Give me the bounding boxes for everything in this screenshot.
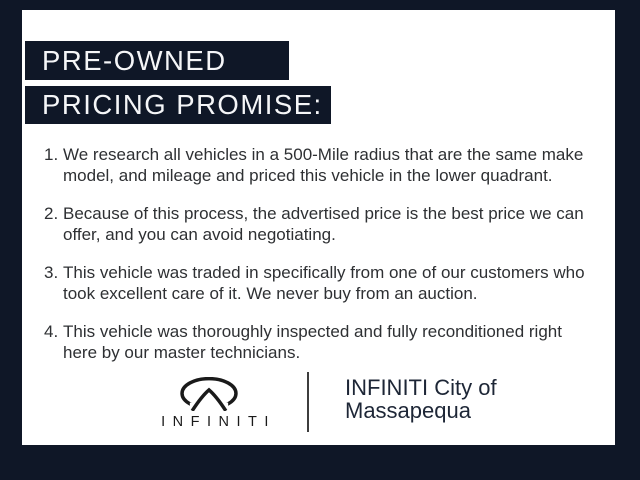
infiniti-wordmark: INFINITI <box>161 414 276 430</box>
header-title-line1: PRE-OWNED <box>42 44 227 76</box>
promise-list <box>44 144 619 380</box>
item-line: Because of this process, the advertised price is the best price we can <box>63 204 584 223</box>
item-text <box>63 203 584 245</box>
item-line: This vehicle was traded in specifically from one of our customers who <box>63 263 585 282</box>
item-line: here by our master technicians. <box>63 343 301 362</box>
item-text <box>63 262 585 304</box>
dealer-name-line2: Massapequa <box>345 398 471 423</box>
item-number: 2. <box>44 204 59 223</box>
item-number: 4. <box>44 322 59 341</box>
promise-item-4 <box>44 321 619 363</box>
item-text <box>63 144 583 186</box>
item-line: took excellent care of it. We never buy from an auction. <box>63 284 478 303</box>
footer-divider <box>307 372 309 432</box>
infiniti-emblem-icon <box>180 377 238 411</box>
header-bar-pricing-promise <box>25 86 331 124</box>
item-line: We research all vehicles in a 500-Mile radius that are the same make <box>63 145 584 164</box>
header-bar-preowned <box>25 41 289 80</box>
item-number: 3. <box>44 263 59 282</box>
item-text <box>63 321 562 363</box>
dealer-name <box>345 376 497 422</box>
header-title-line2: PRICING PROMISE: <box>42 89 323 120</box>
item-line: This vehicle was thoroughly inspected and fully reconditioned right <box>63 322 562 341</box>
item-line: offer, and you can avoid negotiating. <box>63 225 336 244</box>
promise-item-3 <box>44 262 619 304</box>
dealer-name-line1: INFINITI City of <box>345 375 497 400</box>
promise-item-2 <box>44 203 619 245</box>
item-line: model, and mileage and priced this vehicle in the lower quadrant. <box>63 166 553 185</box>
poster-card <box>22 10 615 445</box>
promise-item-1 <box>44 144 619 186</box>
item-number: 1. <box>44 145 59 164</box>
